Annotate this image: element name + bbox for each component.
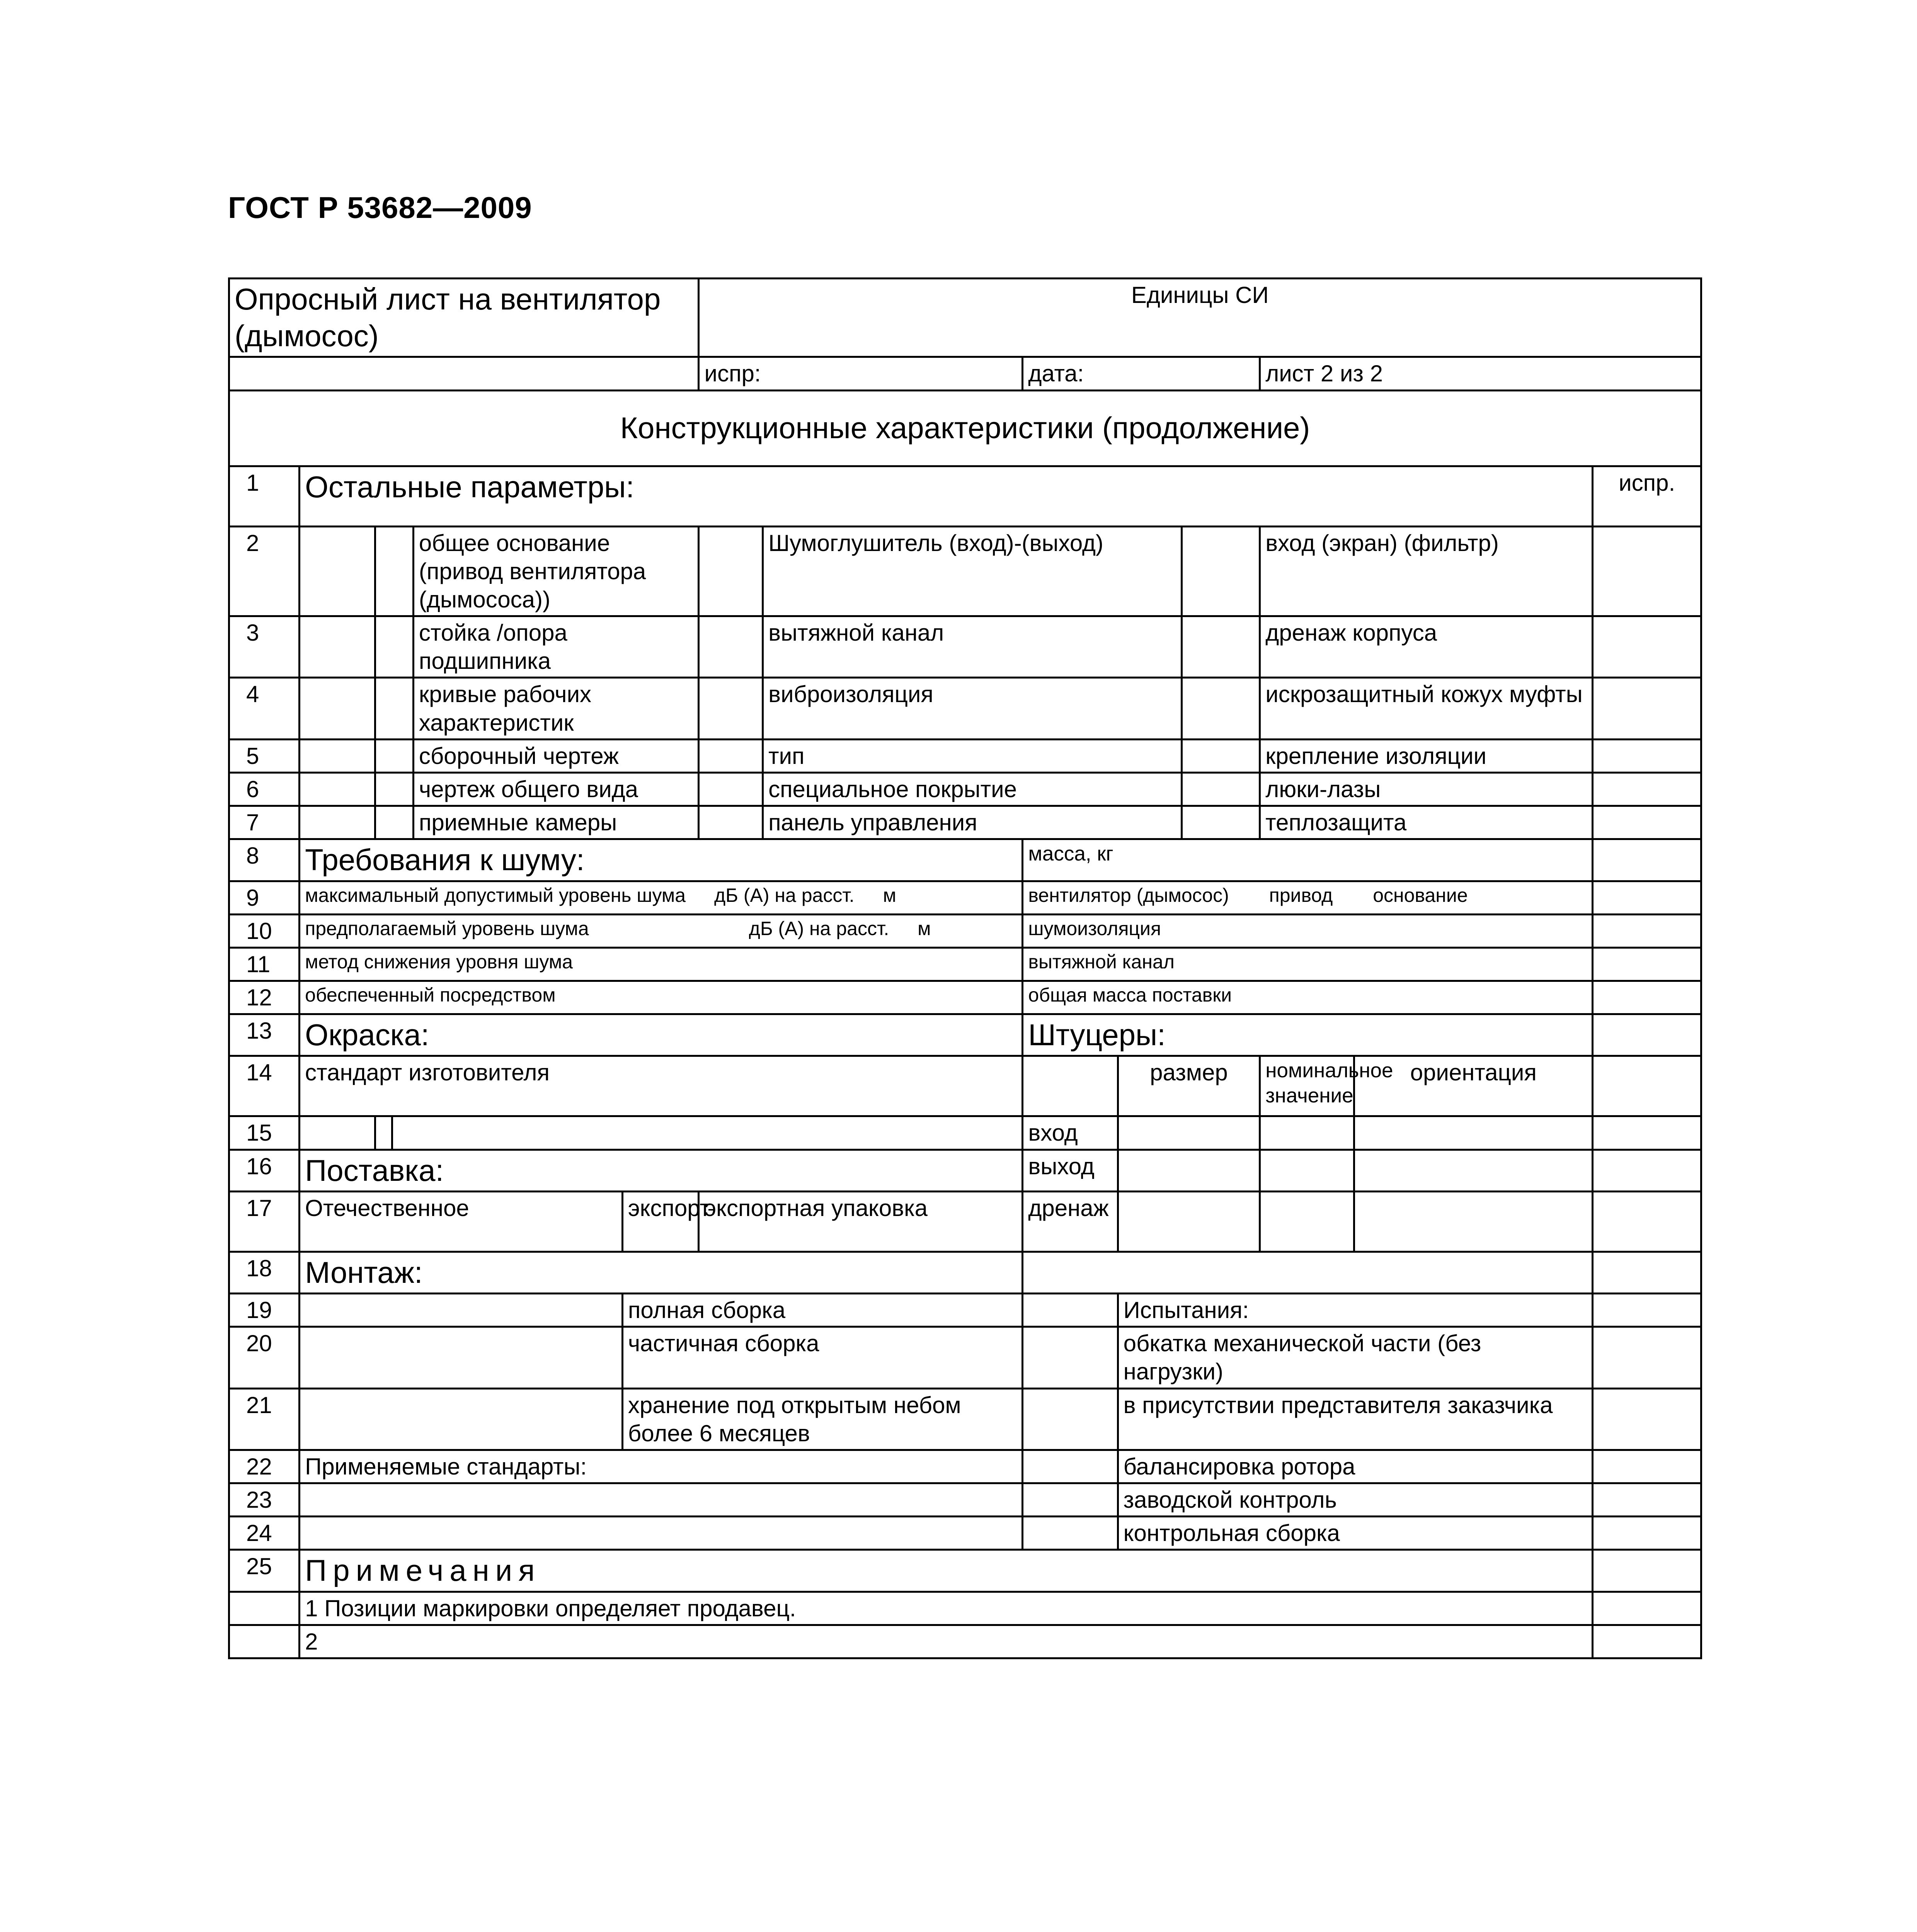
checkbox-cell[interactable]	[375, 1116, 392, 1150]
checkbox-cell[interactable]	[300, 526, 375, 616]
checkbox-cell[interactable]	[1023, 1388, 1118, 1450]
checkbox-cell[interactable]	[300, 739, 375, 772]
row-number: 21	[229, 1388, 300, 1450]
checkbox-cell[interactable]	[1182, 739, 1260, 772]
blank-cell	[229, 1592, 300, 1625]
assembly-heading: Монтаж:	[300, 1252, 1023, 1293]
checkbox-cell[interactable]	[300, 1116, 375, 1150]
option-label: дренаж корпуса	[1260, 616, 1593, 678]
checkbox-cell[interactable]	[699, 526, 763, 616]
mass-item-base: основание	[1373, 884, 1468, 906]
nominal-cell[interactable]	[1260, 1150, 1354, 1191]
noise-field-label: метод снижения уровня шума	[300, 947, 1023, 981]
ispr-cell[interactable]	[1593, 1388, 1701, 1450]
checkbox-cell[interactable]	[375, 773, 413, 806]
ispr-cell[interactable]	[1593, 1483, 1701, 1517]
delivery-heading: Поставка:	[300, 1150, 1023, 1191]
row-number: 7	[229, 806, 300, 839]
ispr-cell[interactable]	[1593, 1252, 1701, 1293]
notes-heading: Примечания	[300, 1550, 1593, 1592]
blank-cell	[229, 1625, 300, 1658]
assembly-option-label: частичная сборка	[622, 1327, 1023, 1388]
noise-field-label: предполагаемый уровень шума	[305, 917, 589, 939]
orientation-cell[interactable]	[1354, 1150, 1593, 1191]
ispr-field[interactable]: испр:	[699, 357, 1023, 390]
checkbox-cell[interactable]	[375, 616, 413, 678]
mass-item-exhaust: вытяжной канал	[1023, 947, 1593, 981]
checkbox-cell[interactable]	[300, 773, 375, 806]
blank-cell	[229, 357, 699, 390]
option-label: стойка /опора подшипника	[413, 616, 699, 678]
mass-item-total: общая масса поставки	[1023, 981, 1593, 1014]
checkbox-cell[interactable]	[300, 1327, 623, 1388]
checkbox-cell[interactable]	[699, 739, 763, 772]
size-cell[interactable]	[1118, 1191, 1260, 1252]
checkbox-cell[interactable]	[1182, 773, 1260, 806]
checkbox-cell[interactable]	[300, 806, 375, 839]
checkbox-cell[interactable]	[699, 806, 763, 839]
checkbox-cell[interactable]	[1182, 526, 1260, 616]
blank-cell	[1023, 1252, 1593, 1293]
test-option-label: балансировка ротора	[1118, 1450, 1593, 1483]
option-label: тип	[763, 739, 1182, 772]
checkbox-cell[interactable]	[1023, 1327, 1118, 1388]
row-number: 17	[229, 1191, 300, 1252]
checkbox-cell[interactable]	[1023, 1293, 1118, 1327]
checkbox-cell[interactable]	[375, 678, 413, 739]
ispr-cell[interactable]	[1593, 806, 1701, 839]
date-field[interactable]: дата:	[1023, 357, 1260, 390]
row-number: 10	[229, 914, 300, 947]
ispr-cell[interactable]	[1593, 1014, 1701, 1056]
checkbox-cell[interactable]	[1023, 1450, 1118, 1483]
noise-requirements-heading: Требования к шуму:	[300, 839, 1023, 881]
option-label: люки-лазы	[1260, 773, 1593, 806]
noise-field-label: максимальный допустимый уровень шума	[305, 884, 686, 906]
row-number: 15	[229, 1116, 300, 1150]
ispr-cell[interactable]	[1593, 914, 1701, 947]
ispr-cell[interactable]	[1593, 1517, 1701, 1550]
mass-item-insulation: шумоизоляция	[1023, 914, 1593, 947]
standards-field[interactable]	[300, 1483, 1023, 1517]
row-number: 2	[229, 526, 300, 616]
noise-field[interactable]	[300, 914, 1023, 947]
option-label: теплозащита	[1260, 806, 1593, 839]
nozzles-heading: Штуцеры:	[1023, 1014, 1593, 1056]
orientation-cell[interactable]	[1354, 1116, 1593, 1150]
option-label: вход (экран) (фильтр)	[1260, 526, 1593, 616]
document-header: ГОСТ Р 53682—2009	[228, 190, 532, 224]
nominal-column-header: номинальное значение	[1260, 1056, 1354, 1116]
ispr-cell[interactable]	[1593, 1116, 1701, 1150]
applied-standards-label: Применяемые стандарты:	[300, 1450, 1023, 1483]
standards-field[interactable]	[300, 1517, 1023, 1550]
test-option-label: контрольная сборка	[1118, 1517, 1593, 1550]
checkbox-cell[interactable]	[699, 773, 763, 806]
row-number: 18	[229, 1252, 300, 1293]
assembly-option-label: полная сборка	[622, 1293, 1023, 1327]
ispr-cell[interactable]	[1593, 1550, 1701, 1592]
note-2: 2	[300, 1625, 1593, 1658]
size-cell[interactable]	[1118, 1116, 1260, 1150]
row-number: 5	[229, 739, 300, 772]
mass-item-drive: привод	[1269, 884, 1333, 906]
tests-heading: Испытания:	[1118, 1293, 1593, 1327]
option-label: вытяжной канал	[763, 616, 1182, 678]
checkbox-cell[interactable]	[1182, 616, 1260, 678]
option-label: крепление изоляции	[1260, 739, 1593, 772]
test-option-label: обкатка механической части (без нагрузки)	[1118, 1327, 1593, 1388]
blank-cell	[392, 1116, 1023, 1150]
ispr-cell[interactable]	[1593, 839, 1701, 881]
mass-items	[1023, 881, 1593, 914]
ispr-column-header: испр.	[1593, 466, 1701, 526]
option-label: искрозащитный кожух муфты	[1260, 678, 1593, 739]
row-number: 13	[229, 1014, 300, 1056]
delivery-export-packing-option[interactable]: экспортная упаковка	[699, 1191, 1023, 1252]
orientation-column-header: ориентация	[1354, 1056, 1593, 1116]
m-unit-label: м	[918, 917, 931, 939]
sheet-label: лист 2 из 2	[1260, 357, 1701, 390]
note-1: 1 Позиции маркировки определяет продавец.	[300, 1592, 1593, 1625]
orientation-cell[interactable]	[1354, 1191, 1593, 1252]
checkbox-cell[interactable]	[300, 1388, 623, 1450]
option-label: Шумоглушитель (вход)-(выход)	[763, 526, 1182, 616]
ispr-cell[interactable]	[1593, 773, 1701, 806]
ispr-cell[interactable]	[1593, 947, 1701, 981]
ispr-cell[interactable]	[1593, 981, 1701, 1014]
ispr-cell[interactable]	[1593, 678, 1701, 739]
ispr-cell[interactable]	[1593, 526, 1701, 616]
db-unit-label: дБ (А) на расст.	[749, 917, 889, 939]
ispr-cell[interactable]	[1593, 616, 1701, 678]
row-number: 20	[229, 1327, 300, 1388]
option-label: чертеж общего вида	[413, 773, 699, 806]
db-unit-label: дБ (А) на расст.	[714, 884, 855, 906]
ispr-cell[interactable]	[1593, 1293, 1701, 1327]
units-label: Единицы СИ	[699, 279, 1701, 357]
option-label: специальное покрытие	[763, 773, 1182, 806]
section-title: Конструкционные характеристики (продолжение)	[229, 390, 1701, 466]
test-option-label: заводской контроль	[1118, 1483, 1593, 1517]
row-label: Остальные параметры:	[300, 466, 1593, 526]
option-label: панель управления	[763, 806, 1182, 839]
row-number: 24	[229, 1517, 300, 1550]
ispr-cell[interactable]	[1593, 1150, 1701, 1191]
checkbox-cell[interactable]	[699, 616, 763, 678]
checkbox-cell[interactable]	[300, 616, 375, 678]
row-number: 9	[229, 881, 300, 914]
option-label: сборочный чертеж	[413, 739, 699, 772]
option-label: приемные камеры	[413, 806, 699, 839]
row-number: 12	[229, 981, 300, 1014]
row-number: 4	[229, 678, 300, 739]
manufacturer-standard-label: стандарт изготовителя	[300, 1056, 1023, 1116]
mass-item-fan: вентилятор (дымосос)	[1028, 884, 1229, 906]
nozzle-inlet-label: вход	[1023, 1116, 1118, 1150]
row-number: 3	[229, 616, 300, 678]
questionnaire-table	[228, 277, 1702, 1659]
nominal-cell[interactable]	[1260, 1116, 1354, 1150]
checkbox-cell[interactable]	[375, 806, 413, 839]
option-label: общее основание (привод вентилятора (дымососа))	[413, 526, 699, 616]
row-number: 22	[229, 1450, 300, 1483]
ispr-cell[interactable]	[1593, 1191, 1701, 1252]
noise-field[interactable]	[300, 881, 1023, 914]
delivery-export-option[interactable]: экспорт	[622, 1191, 699, 1252]
ispr-cell[interactable]	[1593, 1450, 1701, 1483]
delivery-domestic-option[interactable]: Отечественное	[300, 1191, 623, 1252]
questionnaire-title: Опросный лист на вентилятор (дымосос)	[229, 279, 699, 357]
checkbox-cell[interactable]	[1182, 678, 1260, 739]
row-number: 16	[229, 1150, 300, 1191]
ispr-cell[interactable]	[1593, 1327, 1701, 1388]
checkbox-cell[interactable]	[1023, 1517, 1118, 1550]
checkbox-cell[interactable]	[1023, 1483, 1118, 1517]
noise-field-label: обеспеченный посредством	[300, 981, 1023, 1014]
checkbox-cell[interactable]	[300, 678, 375, 739]
ispr-cell[interactable]	[1593, 1056, 1701, 1116]
size-column-header: размер	[1118, 1056, 1260, 1116]
row-number: 8	[229, 839, 300, 881]
blank-cell	[1023, 1056, 1118, 1116]
row-number: 6	[229, 773, 300, 806]
test-option-label: в присутствии представителя заказчика	[1118, 1388, 1593, 1450]
row-number: 1	[229, 466, 300, 526]
mass-label: масса, кг	[1023, 839, 1593, 881]
ispr-cell[interactable]	[1593, 739, 1701, 772]
option-label: кривые рабочих характеристик	[413, 678, 699, 739]
ispr-cell[interactable]	[1593, 881, 1701, 914]
painting-heading: Окраска:	[300, 1014, 1023, 1056]
row-number: 23	[229, 1483, 300, 1517]
row-number: 14	[229, 1056, 300, 1116]
nominal-cell[interactable]	[1260, 1191, 1354, 1252]
checkbox-cell[interactable]	[699, 678, 763, 739]
nozzle-outlet-label: выход	[1023, 1150, 1118, 1191]
nozzle-drain-label: дренаж	[1023, 1191, 1118, 1252]
option-label: виброизоляция	[763, 678, 1182, 739]
m-unit-label: м	[883, 884, 896, 906]
checkbox-cell[interactable]	[300, 1293, 623, 1327]
checkbox-cell[interactable]	[1182, 806, 1260, 839]
checkbox-cell[interactable]	[375, 526, 413, 616]
row-number: 19	[229, 1293, 300, 1327]
row-number: 11	[229, 947, 300, 981]
assembly-option-label: хранение под открытым небом более 6 месяцев	[622, 1388, 1023, 1450]
ispr-cell[interactable]	[1593, 1592, 1701, 1625]
row-number: 25	[229, 1550, 300, 1592]
size-cell[interactable]	[1118, 1150, 1260, 1191]
ispr-cell[interactable]	[1593, 1625, 1701, 1658]
checkbox-cell[interactable]	[375, 739, 413, 772]
